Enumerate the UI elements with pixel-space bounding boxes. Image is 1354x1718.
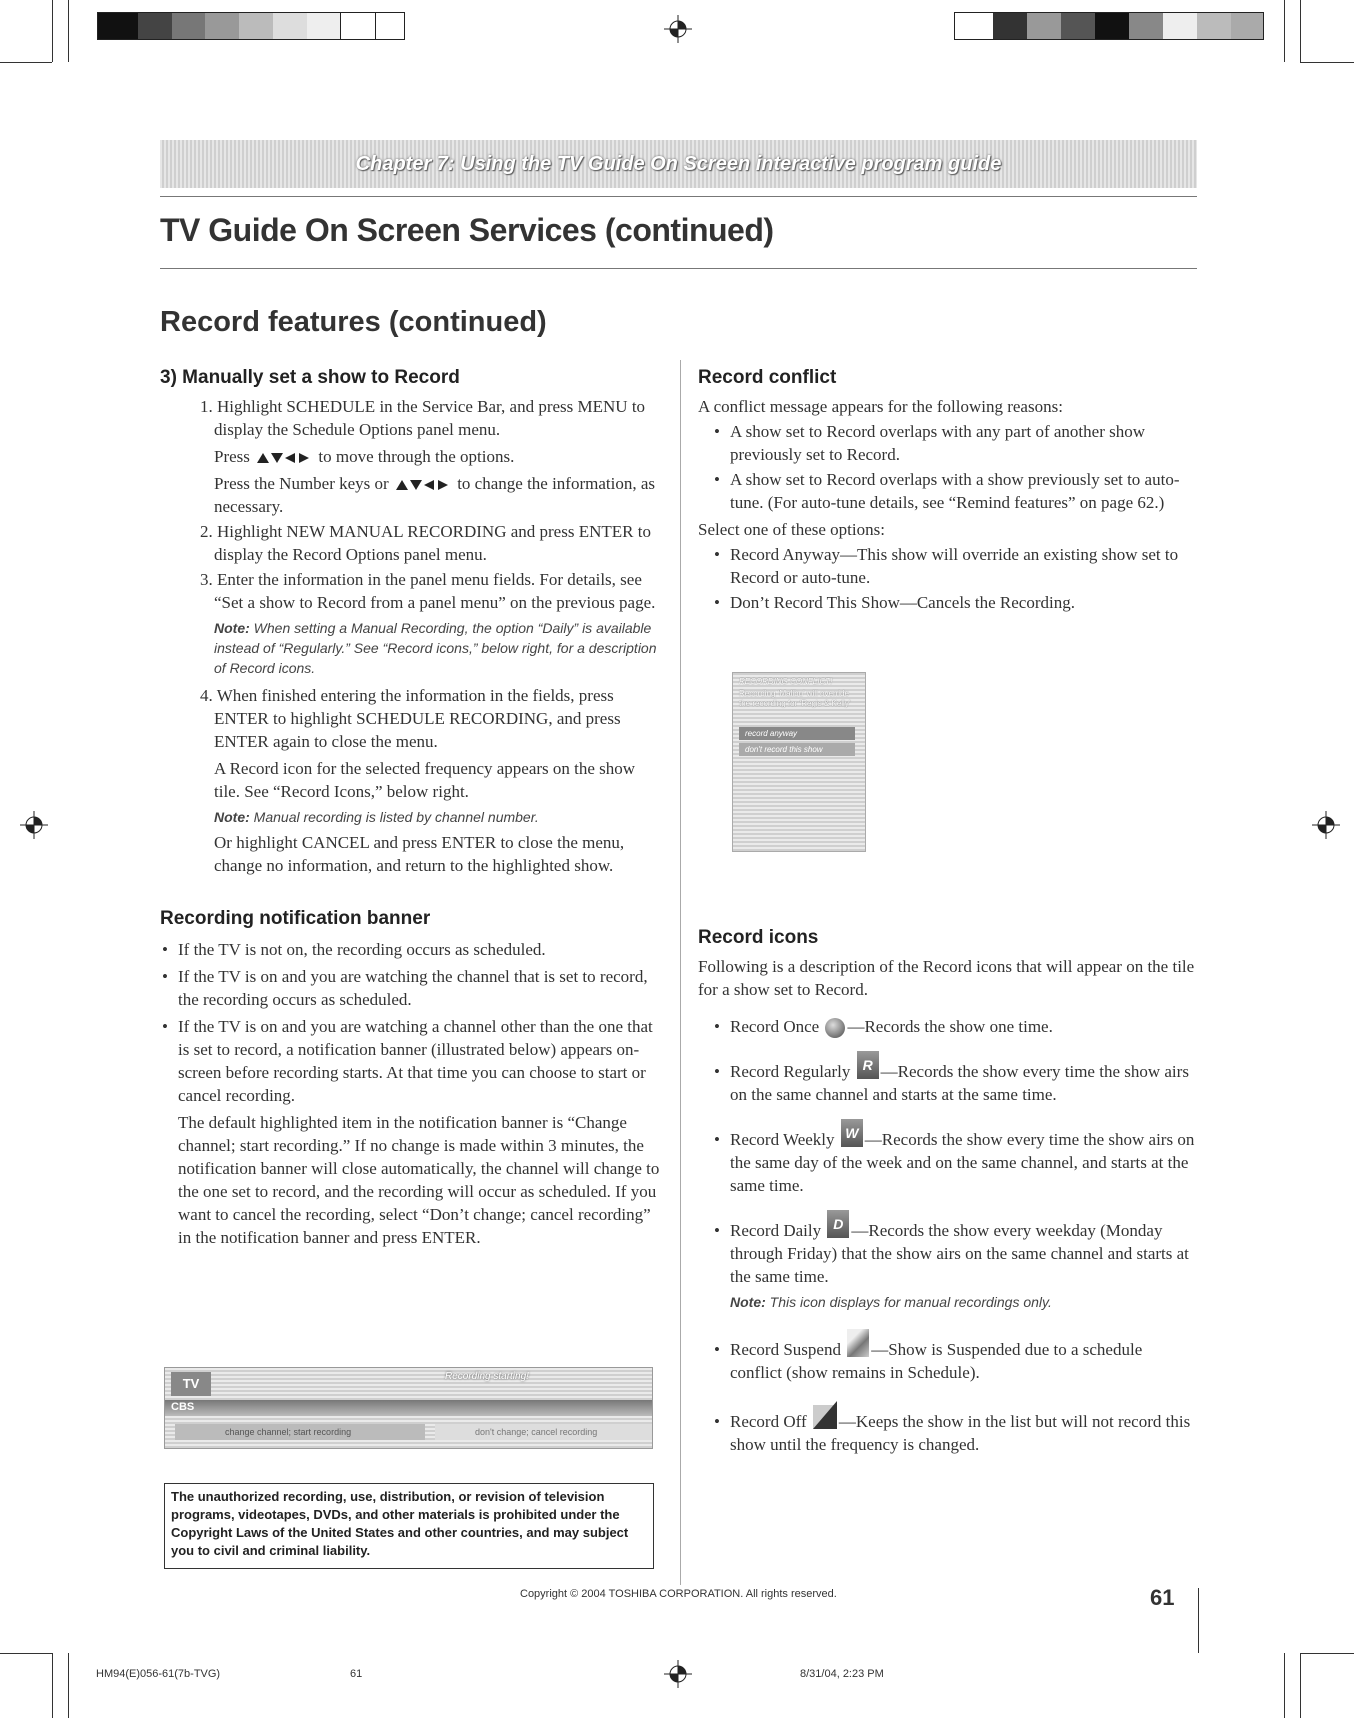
right-column [698, 366, 1198, 614]
record-icon-item [712, 1057, 1198, 1106]
record-icons-section [698, 926, 1198, 1456]
crop-mark [0, 62, 52, 63]
copyright: Copyright © 2004 TOSHIBA CORPORATION. All rights reserved. [520, 1588, 837, 1600]
step-1-number-line [214, 472, 665, 518]
left-column [160, 366, 665, 1249]
print-date: 8/31/04, 2:23 PM [800, 1668, 884, 1680]
banner-bullet: • If the TV is not on, the recording occurs as scheduled. [160, 938, 665, 961]
banner-bullet: • If the TV is on and you are watching a channel other than the one that is set to record, a notification banner (illustrated below) appears on-screen before recording starts. At that time you can choose to start or cancel recording. [160, 1015, 665, 1107]
note-text: When setting a Manual Recording, the option “Daily” is available instead of “Regularly.” See “Record icons,” below right, for a description of Record icons. [214, 620, 657, 676]
step-1-number-prefix: Press the Number keys or [214, 474, 389, 493]
record-icon-item [712, 1216, 1198, 1288]
icon-desc: —Keeps the show in the list but will not record this show until the frequency is changed. [730, 1412, 1191, 1455]
icon-desc: —Records the show every weekday (Monday through Friday) that the show airs on the same channel and starts at the same time. [730, 1221, 1189, 1287]
record-once-icon [825, 1018, 845, 1038]
file-page: 61 [350, 1668, 363, 1680]
record-icons-heading: Record icons [698, 927, 819, 948]
file-code: HM94(E)056-61(7b-TVG) [96, 1668, 221, 1680]
conflict-intro: A conflict message appears for the following reasons: [698, 397, 1063, 416]
step-1-press-prefix: Press [214, 447, 250, 466]
registration-target-icon [664, 15, 692, 43]
page-number: 61 [1150, 1585, 1175, 1610]
registration-bar-right [954, 12, 1264, 40]
registration-bar-left [97, 12, 405, 40]
conflict-option: • Don’t Record This Show—Cancels the Recording. [712, 591, 1198, 614]
conflict-reason: • A show set to Record overlaps with any part of another show previously set to Record. [712, 420, 1198, 466]
arrow-keys-icon [395, 478, 451, 492]
chapter-banner [160, 140, 1197, 188]
legal-notice: The unauthorized recording, use, distribution, or revision of television programs, videotapes, DVDs, and other materials is prohibited under the Copyright Laws of the United States and other countries, and may subject you to civil and criminal liability. [164, 1483, 654, 1569]
icon-desc: —Show is Suspended due to a schedule conflict (show remains in Schedule). [730, 1340, 1143, 1383]
notification-banner-screenshot [164, 1367, 653, 1449]
record-icon-item [712, 1338, 1198, 1384]
registration-target-icon [20, 811, 48, 839]
banner-channel-strip [165, 1400, 652, 1416]
registration-target-icon [1312, 811, 1340, 839]
icon-desc: —Records the show every time the show airs on the same channel and starts at the same time. [730, 1062, 1189, 1105]
crop-mark [1300, 1653, 1354, 1654]
icons-intro: Following is a description of the Record icons that will appear on the tile for a show set to Record. [698, 957, 1195, 999]
banner-bullet: • If the TV is on and you are watching the channel that is set to record, the recording occurs as scheduled. [160, 965, 665, 1011]
record-daily-icon: D [827, 1210, 849, 1238]
step-2: 2. Highlight NEW MANUAL RECORDING and press ENTER to display the Record Options panel menu. [200, 522, 651, 564]
icon-name: Record Weekly [730, 1130, 835, 1150]
record-conflict-heading: Record conflict [698, 367, 837, 388]
note-label: Note: [214, 809, 250, 825]
crop-mark [1300, 0, 1301, 62]
icon-desc: —Records the show one time. [847, 1017, 1053, 1036]
crop-mark [52, 0, 53, 62]
section-title: Record features (continued) [160, 306, 547, 338]
crop-mark [1198, 1588, 1199, 1653]
crop-mark [52, 1653, 53, 1718]
crop-mark [1300, 1653, 1301, 1718]
record-suspend-icon [847, 1329, 869, 1357]
channel-label: CBS [171, 1401, 195, 1413]
record-regularly-icon: R [857, 1051, 879, 1079]
banner-heading: Recording notification banner [160, 908, 431, 929]
registration-target-icon [664, 1660, 692, 1688]
crop-mark [1284, 1653, 1285, 1718]
banner-default-paragraph: The default highlighted item in the notification banner is “Change channel; start recording.” If no change is made within 3 minutes, the notification banner will close automatically, the channel will change to the one set to record, and the recording will occur as scheduled. If you want to cancel the recording, select “Don’t change; cancel recording” in the notification banner and press ENTER. [178, 1113, 660, 1247]
arrow-keys-icon [256, 451, 312, 465]
note-label: Note: [214, 620, 250, 636]
icon-name: Record Off [730, 1412, 807, 1432]
crop-mark [68, 1653, 69, 1718]
record-weekly-icon: W [841, 1119, 863, 1147]
crop-mark [1284, 0, 1285, 62]
note-label: Note: [730, 1294, 766, 1311]
note-daily [214, 618, 665, 678]
banner-title: Recording starting! [445, 1371, 529, 1382]
step-4-record-icon: A Record icon for the selected frequency appears on the show tile. See “Record Icons,” below right. [214, 759, 636, 801]
record-off-icon [813, 1401, 837, 1429]
note-text: This icon displays for manual recordings only. [769, 1294, 1052, 1311]
manual-record-heading: 3) Manually set a show to Record [160, 367, 460, 388]
dont-record-button[interactable]: don't record this show [739, 743, 855, 756]
note-manual-channel [214, 807, 665, 827]
conflict-screen-title: RECORDING CONFLICT! [739, 677, 833, 686]
step-1: 1. Highlight SCHEDULE in the Service Bar, and press MENU to display the Schedule Options panel menu. [200, 397, 646, 439]
divider [160, 268, 1197, 269]
conflict-option: • Record Anyway—This show will override an existing show set to Record or auto-tune. [712, 543, 1198, 589]
icon-name: Record Daily [730, 1221, 822, 1241]
step-4: 4. When finished entering the information in the fields, press ENTER to highlight SCHEDULE RECORDING, and press ENTER again to close the menu. [200, 686, 621, 751]
icon-name: Record Suspend [730, 1340, 841, 1360]
crop-mark [0, 1653, 52, 1654]
step-1-press-suffix: to move through the options. [318, 447, 515, 466]
step-1-number-suffix: to change the information, as necessary. [214, 474, 656, 516]
note-text: Manual recording is listed by channel number. [253, 809, 539, 825]
note-daily-icon [712, 1292, 1198, 1312]
record-icon-item [712, 1410, 1198, 1456]
record-conflict-screenshot [732, 672, 866, 852]
start-recording-option[interactable]: change channel; start recording [175, 1424, 425, 1440]
record-icon-item [712, 1125, 1198, 1197]
record-anyway-button[interactable]: record anyway [739, 727, 855, 740]
conflict-reason: • A show set to Record overlaps with a show previously set to auto-tune. (For auto-tune details, see “Remind features” on page 62.) [712, 468, 1198, 514]
cancel-recording-option[interactable]: don't change; cancel recording [435, 1424, 653, 1440]
select-intro: Select one of these options: [698, 520, 885, 539]
divider [160, 196, 1197, 197]
record-icon-item [712, 1015, 1198, 1038]
icon-name: Record Regularly [730, 1062, 851, 1082]
step-4-cancel: Or highlight CANCEL and press ENTER to close the menu, change no information, and return to the highlighted show. [214, 833, 625, 875]
step-3: 3. Enter the information in the panel menu fields. For details, see “Set a show to Record from a panel menu” on the previous page. [200, 570, 656, 612]
crop-mark [1300, 62, 1354, 63]
icon-desc: —Records the show every time the show airs on the same day of the week and on the same channel, and starts at the same time. [730, 1130, 1195, 1196]
page-title: TV Guide On Screen Services (continued) [160, 212, 774, 248]
step-1-press-line [214, 445, 665, 468]
chapter-title: Chapter 7: Using the TV Guide On Screen interactive program guide [355, 152, 1002, 175]
crop-mark [68, 0, 69, 62]
icon-name: Record Once [730, 1017, 820, 1036]
conflict-screen-message: Recording ‘Malibu’ will override the recording for ‘Regis & Kelly’ [739, 689, 851, 708]
tv-guide-logo: TV [171, 1372, 211, 1396]
column-divider [680, 360, 681, 1585]
